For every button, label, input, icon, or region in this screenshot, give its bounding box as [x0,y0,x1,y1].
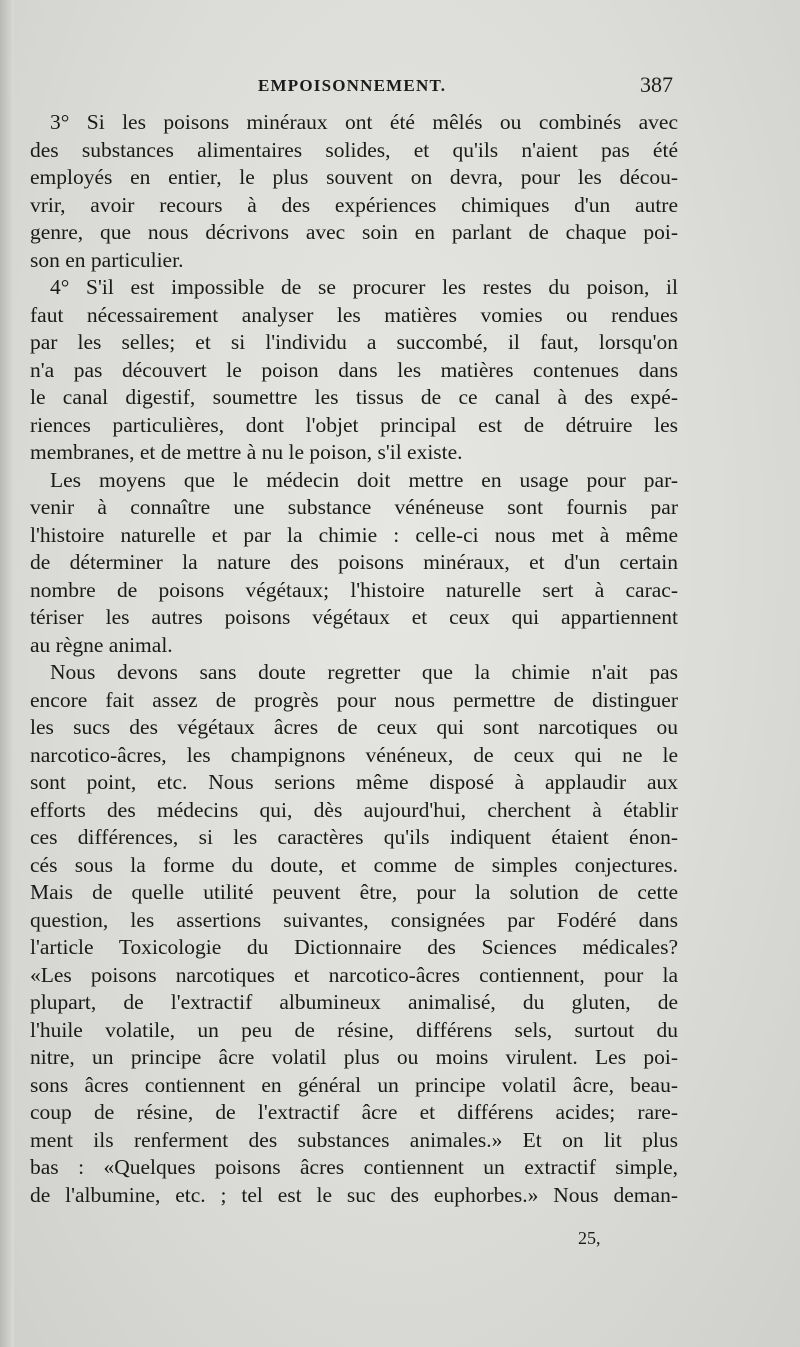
text-line: par les selles; et si l'individu a succombé, il faut, lorsqu'on [30,330,678,354]
text-line: «Les poisons narcotiques et narcotico-âcres contiennent, pour la [30,962,678,987]
text-line: ment ils renferment des substances animales.» Et on lit plus [30,1127,678,1152]
page-number: 387 [640,72,673,97]
text-line: n'a pas découvert le poison dans les matières contenues dans [30,357,678,382]
text-line: Nous devons sans doute regretter que la chimie n'ait pas [50,660,678,684]
text-line: question, les assertions suivantes, consignées par Fodéré dans [30,907,678,932]
text-line: de déterminer la nature des poisons minéraux, et d'un certain [30,550,678,574]
text-line: l'histoire naturelle et par la chimie : celle-ci nous met à même [30,522,678,547]
text-line: cés sous la forme du doute, et comme de simples conjectures. [30,852,678,877]
text-line: employés en entier, le plus souvent on devra, pour les décou- [30,165,678,189]
text-line: son en particulier. [30,247,184,272]
text-line: le canal digestif, soumettre les tissus de ce canal à des expé- [30,385,678,409]
page-header [0,72,800,102]
text-line: nombre de poisons végétaux; l'histoire naturelle sert à carac- [30,577,678,602]
text-line: ces différences, si les caractères qu'ils indiquent étaient énon- [30,825,678,849]
text-line: sons âcres contiennent en général un principe volatil âcre, beau- [30,1072,678,1097]
text-line: vrir, avoir recours à des expériences chimiques d'un autre [30,192,678,217]
text-line: plupart, de l'extractif albumineux animalisé, du gluten, de [30,990,678,1014]
signature-mark: 25, [578,1228,601,1248]
text-line: narcotico-âcres, les champignons vénéneux, de ceux qui ne le [30,742,678,767]
text-line: faut nécessairement analyser les matières vomies ou rendues [30,302,678,327]
text-line: Les moyens que le médecin doit mettre en usage pour par- [50,467,678,492]
text-line: nitre, un principe âcre volatil plus ou moins virulent. Les poi- [30,1045,678,1069]
text-line: sont point, etc. Nous serions même disposé à applaudir aux [30,770,678,794]
text-line: de l'albumine, etc. ; tel est le suc des euphorbes.» Nous deman- [30,1182,678,1207]
text-line: l'huile volatile, un peu de résine, différens sels, surtout du [30,1017,678,1042]
running-title: EMPOISONNEMENT. [258,76,447,95]
text-line: 4° S'il est impossible de se procurer les restes du poison, il [50,275,678,299]
text-line: 3° Si les poisons minéraux ont été mêlés ou combinés avec [50,110,678,134]
text-line: coup de résine, de l'extractif âcre et différens acides; rare- [30,1100,678,1124]
body-text [30,109,678,1209]
text-line: encore fait assez de progrès pour nous permettre de distinguer [30,687,678,712]
text-line: tériser les autres poisons végétaux et ceux qui appartiennent [30,605,678,629]
text-line: membranes, et de mettre à nu le poison, s'il existe. [30,440,463,464]
text-line: efforts des médecins qui, dès aujourd'hui, cherchent à établir [30,797,678,822]
text-line: riences particulières, dont l'objet principal est de détruire les [30,412,678,437]
text-line: au règne animal. [30,632,173,657]
text-line: Mais de quelle utilité peuvent être, pour la solution de cette [30,880,678,904]
text-line: bas : «Quelques poisons âcres contiennent un extractif simple, [30,1155,678,1179]
text-line: des substances alimentaires solides, et qu'ils n'aient pas été [30,137,678,162]
text-line: les sucs des végétaux âcres de ceux qui sont narcotiques ou [30,715,678,739]
text-line: genre, que nous décrivons avec soin en parlant de chaque poi- [30,220,678,244]
text-line: l'article Toxicologie du Dictionnaire des Sciences médicales? [30,935,678,959]
page-gutter [0,0,14,1347]
text-line: venir à connaître une substance vénéneuse sont fournis par [30,495,678,519]
